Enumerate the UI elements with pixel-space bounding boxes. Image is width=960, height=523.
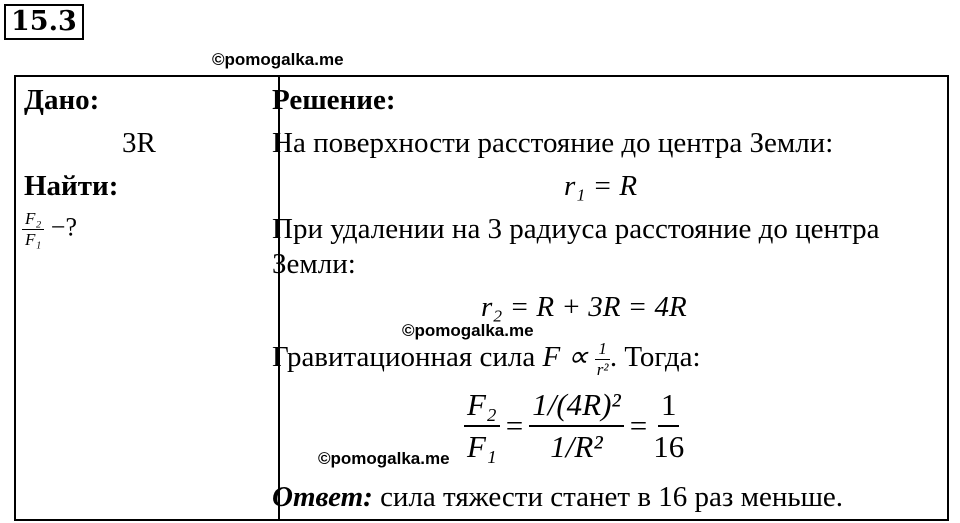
find-denominator: F₁ [25, 230, 42, 249]
middle-numerator: 1/(4R)² [529, 385, 624, 427]
solution-line3 [272, 339, 701, 380]
result-numerator: 1 [658, 385, 680, 427]
answer-label: Ответ: [272, 481, 373, 513]
find-expression [22, 209, 77, 250]
solution-line1: На поверхности расстояние до центра Земли: [272, 127, 834, 159]
ratio-denominator: F₁ [467, 429, 497, 464]
line3-denominator: r² [596, 360, 609, 379]
solution-line2b: Земли: [272, 248, 356, 280]
ratio-numerator: F₂ [464, 385, 500, 427]
line3-text: Гравитационная сила [272, 341, 536, 374]
given-heading: Дано: [24, 84, 100, 116]
find-heading: Найти: [24, 170, 119, 202]
watermark-middle: ©pomogalka.me [402, 321, 534, 340]
solution-heading: Решение: [272, 84, 396, 116]
equals-sign: = [505, 408, 524, 443]
watermark: ©pomogalka.me [212, 50, 344, 69]
result-denominator: 16 [653, 429, 685, 464]
find-numerator: F₂ [22, 209, 44, 230]
middle-denominator: 1/R² [550, 429, 603, 464]
answer-text: сила тяжести станет в 16 раз меньше. [380, 481, 844, 513]
line3-end: . Тогда: [609, 341, 701, 374]
line3-numerator: 1 [595, 339, 610, 360]
watermark-lower: ©pomogalka.me [318, 449, 450, 468]
problem-number: 15.3 [4, 4, 84, 40]
given-value: 3R [122, 127, 156, 159]
line3-proportional: F ∝ [542, 341, 589, 374]
equals-sign: = [629, 408, 648, 443]
equation-r1: r₁ = R [564, 170, 638, 202]
solution-line2a: При удалении на 3 радиуса расстояние до центра [272, 213, 880, 245]
find-suffix: −? [50, 212, 77, 242]
ratio-equation [464, 385, 684, 467]
answer-line [272, 480, 843, 514]
equation-r2: r₂ = R + 3R = 4R [481, 291, 687, 323]
solution-table [14, 75, 949, 521]
